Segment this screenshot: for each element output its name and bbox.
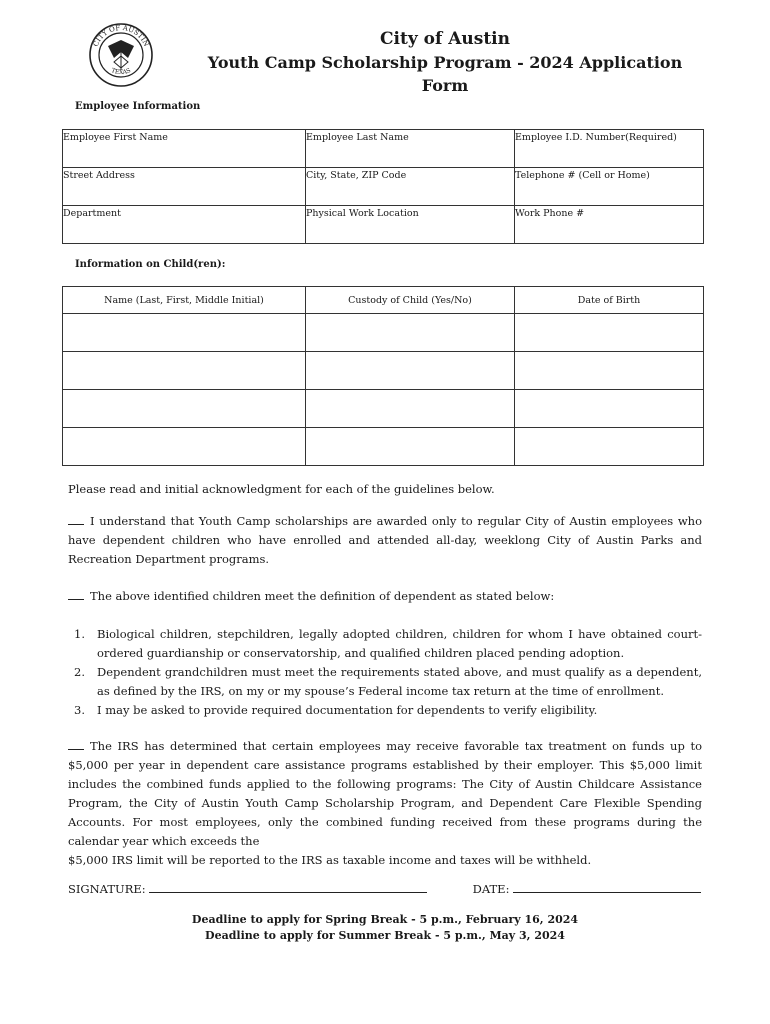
svg-text:CITY OF AUSTIN: CITY OF AUSTIN [91,23,151,48]
table-row [63,130,704,168]
child-info-table [62,286,704,466]
child-name-cell[interactable] [63,428,306,466]
signature-line[interactable] [149,880,427,893]
city-state-zip-field[interactable]: City, State, ZIP Code [306,168,515,206]
signature-row [68,880,702,896]
city-seal-logo [88,22,154,88]
guideline-item-3: The IRS has determined that certain employees may receive favorable tax treatment on funds up to $5,000 per year in dependent care assistance programs established by their employer. This $5,000 limit includes the combined funds applied to the following programs: The City of Austin Childcare Assistance Program, the City of Austin Youth Camp Scholarship Program, and Dependent Care Flexible Spending Accounts. For most employees, only the combined funding received from these programs during the calendar year which exceeds the $5,000 IRS limit will be reported to the IRS as taxable income and taxes will be withheld. [68,739,702,867]
child-custody-cell[interactable] [306,314,515,352]
form-title [190,28,700,97]
child-custody-cell[interactable] [306,390,515,428]
initial-blank-3[interactable] [68,737,84,750]
child-dob-cell[interactable] [515,390,704,428]
child-name-cell[interactable] [63,352,306,390]
child-name-cell[interactable] [63,390,306,428]
guidelines-intro: Please read and initial acknowledgment for each of the guidelines below. [68,482,495,496]
svg-text:TEXAS: TEXAS [110,66,132,77]
table-row [63,168,704,206]
child-name-cell[interactable] [63,314,306,352]
list-item: 3. I may be asked to provide required documentation for dependents to verify eligibility. [74,703,598,717]
work-phone-field[interactable]: Work Phone # [515,206,704,244]
initial-blank-2[interactable] [68,587,84,600]
table-row [63,314,704,352]
child-custody-cell[interactable] [306,352,515,390]
employee-id-field[interactable]: Employee I.D. Number(Required) [515,130,704,168]
guideline-item-1: I understand that Youth Camp scholarships are awarded only to regular City of Austin employees who have dependent children who have enrolled and attended all-day, weeklong City of Austin Parks and Recreation Department programs. [68,514,702,566]
child-section-label: Information on Child(ren): [75,259,226,270]
spring-deadline: Deadline to apply for Spring Break - 5 p.m., February 16, 2024 [191,913,579,926]
street-address-field[interactable]: Street Address [63,168,306,206]
department-field[interactable]: Department [63,206,306,244]
title-program: Youth Camp Scholarship Program - 2024 Application Form [207,53,683,95]
child-dob-cell[interactable] [515,314,704,352]
initial-blank-1[interactable] [68,512,84,525]
table-row [63,428,704,466]
date-label: DATE: [472,882,510,896]
child-dob-cell[interactable] [515,428,704,466]
guideline-item-2: The above identified children meet the definition of dependent as stated below: [68,587,702,606]
signature-label: SIGNATURE: [68,882,146,896]
employee-last-name-field[interactable]: Employee Last Name [306,130,515,168]
summer-deadline: Deadline to apply for Summer Break - 5 p.m., May 3, 2024 [205,929,565,942]
employee-first-name-field[interactable]: Employee First Name [63,130,306,168]
table-row [63,390,704,428]
column-header-custody: Custody of Child (Yes/No) [306,287,515,314]
date-line[interactable] [513,880,701,893]
child-dob-cell[interactable] [515,352,704,390]
deadlines [0,912,770,944]
list-item: 2. Dependent grandchildren must meet the requirements stated above, and must qualify as a dependent, as defined by the IRS, on my or my spouse’s Federal income tax return at the time of enrollment. [74,665,702,698]
column-header-name: Name (Last, First, Middle Initial) [63,287,306,314]
table-header-row [63,287,704,314]
list-item: 1. Biological children, stepchildren, legally adopted children, children for whom I have obtained court-ordered guardianship or conservatorship, and qualified children placed pending adoption. [74,627,702,660]
column-header-dob: Date of Birth [515,287,704,314]
employee-section-label: Employee Information [75,101,201,112]
title-city: City of Austin [380,29,510,49]
table-row [63,206,704,244]
child-custody-cell[interactable] [306,428,515,466]
table-row [63,352,704,390]
employee-info-table [62,129,704,244]
work-location-field[interactable]: Physical Work Location [306,206,515,244]
dependent-definition-list [68,625,702,720]
telephone-field[interactable]: Telephone # (Cell or Home) [515,168,704,206]
